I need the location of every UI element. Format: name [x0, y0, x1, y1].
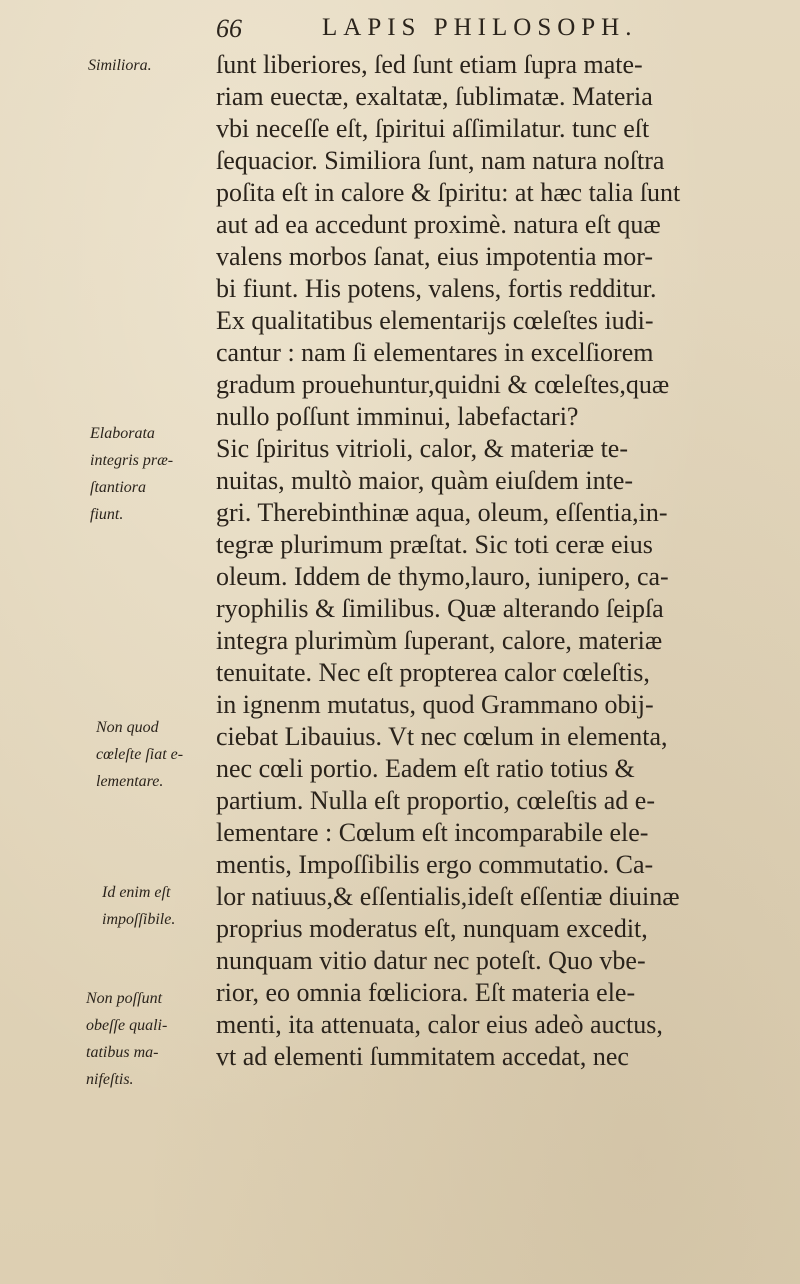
- marginal-note-line: Elaborata: [90, 425, 155, 442]
- text-line: poſita eſt in calore & ſpiritu: at hæc talia ſunt: [216, 178, 681, 207]
- text-line: gradum prouehuntur,quidni & cœleſtes,quæ: [216, 370, 670, 399]
- marginal-note: [88, 52, 210, 79]
- text-line: partium. Nulla eſt proportio, cœleſtis ad e-: [216, 786, 655, 815]
- text-line: ſequacior. Similiora ſunt, nam natura noſtra: [216, 146, 665, 175]
- marginal-note-line: Non quod: [96, 719, 159, 736]
- text-line: gri. Therebinthinæ aqua, oleum, eſſentia,in-: [216, 498, 668, 527]
- marginal-note: [96, 714, 218, 795]
- text-line: vt ad elementi ſummitatem accedat, nec: [216, 1042, 629, 1071]
- text-line: Ex qualitatibus elementarijs cœleſtes iudi-: [216, 306, 654, 335]
- page-number: 66: [216, 14, 242, 43]
- marginal-note-line: fiunt.: [90, 506, 124, 523]
- marginal-note-line: impoſſibile.: [102, 911, 176, 928]
- text-line: integra plurimùm ſuperant, calore, materiæ: [216, 626, 663, 655]
- marginal-note-line: cœleſte ſiat e-: [96, 746, 184, 763]
- text-line: nunquam vitio datur nec poteſt. Quo vbe-: [216, 946, 646, 975]
- running-title: LAPIS PHILOSOPH.: [322, 14, 638, 41]
- marginal-note: [102, 879, 224, 933]
- text-line: mentis, Impoſſibilis ergo commutatio. Ca-: [216, 850, 654, 879]
- marginal-note-line: obeſſe quali-: [86, 1017, 168, 1034]
- text-line: lementare : Cœlum eſt incomparabile ele-: [216, 818, 649, 847]
- text-line: nullo poſſunt imminui, labefactari?: [216, 402, 579, 431]
- text-line: vbi neceſſe eſt, ſpiritui aſſimilatur. tunc eſt: [216, 114, 650, 143]
- marginal-note: [90, 420, 212, 528]
- page-header: [216, 8, 776, 48]
- text-line: ciebat Libauius. Vt nec cœlum in elementa,: [216, 722, 668, 751]
- text-line: tegræ plurimum præſtat. Sic toti ceræ eius: [216, 530, 653, 559]
- marginal-note-line: Id enim eſt: [102, 884, 171, 901]
- marginal-note: [86, 985, 208, 1093]
- marginal-note-line: lementare.: [96, 773, 164, 790]
- marginal-note-line: tatibus ma-: [86, 1044, 159, 1061]
- text-line: riam euectæ, exaltatæ, ſublimatæ. Materia: [216, 82, 653, 111]
- text-line: ſunt liberiores, ſed ſunt etiam ſupra mate-: [216, 50, 643, 79]
- marginal-note-line: ſtantiora: [90, 479, 147, 496]
- text-line: cantur : nam ſi elementares in excelſiorem: [216, 338, 654, 367]
- text-line: aut ad ea accedunt proximè. natura eſt quæ: [216, 210, 661, 239]
- text-line: valens morbos ſanat, eius impotentia mor-: [216, 242, 654, 271]
- text-line: in ignenm mutatus, quod Grammano obij-: [216, 690, 654, 719]
- text-line: rior, eo omnia fœliciora. Eſt materia ele-: [216, 978, 636, 1007]
- text-line: proprius moderatus eſt, nunquam excedit,: [216, 914, 648, 943]
- text-line: ryophilis & ſimilibus. Quæ alterando ſeipſa: [216, 594, 664, 623]
- marginal-note-line: nifeſtis.: [86, 1071, 134, 1088]
- text-line: lor natiuus,& eſſentialis,ideſt eſſentiæ diuinæ: [216, 882, 680, 911]
- marginal-note-line: Non poſſunt: [86, 990, 163, 1007]
- text-line: menti, ita attenuata, calor eius adeò auctus,: [216, 1010, 663, 1039]
- text-line: oleum. Iddem de thymo,lauro, iunipero, ca-: [216, 562, 669, 591]
- text-line: bi fiunt. His potens, valens, fortis redditur.: [216, 274, 657, 303]
- marginal-note-line: integris præ-: [90, 452, 174, 469]
- marginal-note-line: Similiora.: [88, 57, 152, 74]
- text-line: Sic ſpiritus vitrioli, calor, & materiæ te-: [216, 434, 628, 463]
- main-text-block: [216, 49, 791, 1073]
- text-line: nec cœli portio. Eadem eſt ratio totius &: [216, 754, 635, 783]
- text-line: tenuitate. Nec eſt propterea calor cœleſtis,: [216, 658, 650, 687]
- text-line: nuitas, multò maior, quàm eiuſdem inte-: [216, 466, 634, 495]
